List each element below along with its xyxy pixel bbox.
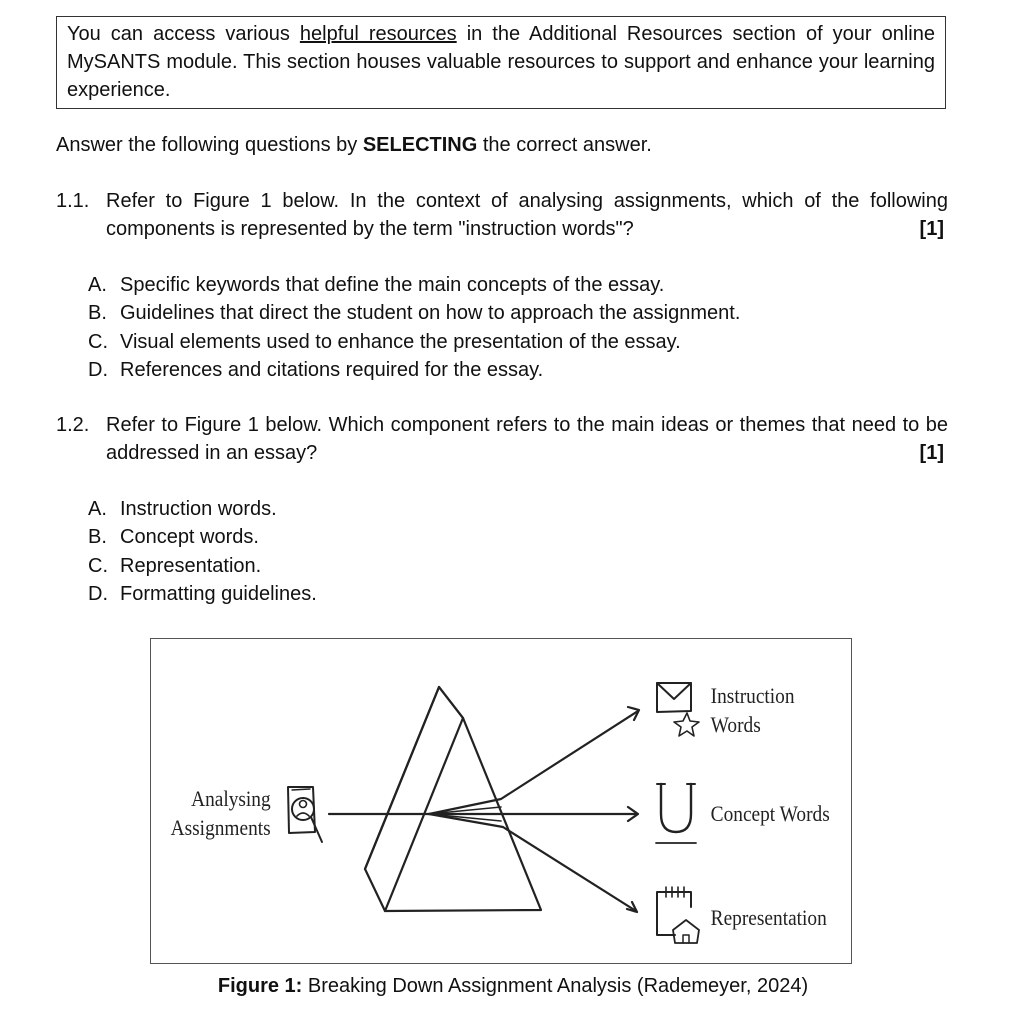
output-label-instruction-line1: Instruction — [710, 684, 795, 709]
option-text: Formatting guidelines. — [120, 582, 317, 605]
option-c[interactable] — [88, 328, 740, 356]
input-label-line1: Analysing — [191, 787, 271, 812]
input-label-line2: Assignments — [170, 816, 271, 841]
caption-label: Figure 1: — [217, 975, 303, 997]
question-mark: [1] — [919, 218, 944, 240]
figure-1 — [150, 638, 852, 964]
option-letter: D. — [88, 358, 108, 381]
option-text: Representation. — [120, 554, 262, 577]
beam-to-representation — [429, 814, 636, 911]
option-letter: A. — [88, 274, 107, 296]
option-letter: B. — [88, 526, 107, 549]
option-letter: B. — [88, 302, 107, 325]
instruction-emphasis: SELECTING — [362, 134, 478, 156]
output-label-concept: Concept Words — [710, 802, 830, 827]
prism-diagram — [151, 639, 853, 965]
option-c[interactable] — [88, 552, 317, 580]
option-d[interactable] — [88, 580, 317, 608]
caption-text: Breaking Down Assignment Analysis (Rademeyer, 2024) — [302, 975, 809, 997]
option-text: Specific keywords that define the main concepts of the essay. — [120, 274, 665, 296]
option-b[interactable] — [88, 523, 317, 551]
option-a[interactable] — [88, 271, 740, 299]
helpful-resources-link[interactable]: helpful resources — [299, 23, 457, 45]
option-a[interactable] — [88, 495, 317, 523]
question-1-2 — [56, 411, 948, 467]
assignment-document-icon — [288, 787, 322, 842]
option-letter: C. — [88, 554, 108, 577]
figure-caption — [0, 972, 1026, 1000]
question-text: Refer to Figure 1 below. In the context of analysing assignments, which of the following components is represented by the term "instruction words"? — [106, 190, 948, 240]
calendar-house-icon — [657, 887, 699, 943]
question-text: Refer to Figure 1 below. Which component refers to the main ideas or themes that need to be addressed in an essay? — [106, 414, 948, 464]
option-text: Instruction words. — [120, 498, 277, 520]
prism-shape — [365, 687, 541, 911]
option-text: Visual elements used to enhance the presentation of the essay. — [120, 330, 681, 353]
question-number: 1.2. — [56, 414, 90, 436]
option-text: References and citations required for the essay. — [120, 358, 544, 381]
option-letter: A. — [88, 498, 107, 520]
option-d[interactable] — [88, 356, 740, 384]
instruction-after: the correct answer. — [477, 134, 652, 156]
option-b[interactable] — [88, 299, 740, 327]
intro-text-prefix: You can access various — [67, 23, 300, 45]
output-label-representation: Representation — [710, 906, 827, 931]
instruction-line — [56, 131, 652, 159]
instruction-before: Answer the following questions by — [56, 134, 363, 156]
question-number: 1.1. — [56, 190, 90, 212]
option-letter: D. — [88, 582, 108, 605]
output-label-instruction-line2: Words — [710, 713, 761, 738]
question-1-2-options — [88, 495, 317, 608]
question-mark: [1] — [919, 442, 944, 464]
intro-text-suffix: in the Additional Resources section of your online MySANTS module. This section houses valuable resources to support and enhance your learning experience. — [67, 23, 935, 101]
mail-star-icon — [657, 683, 699, 736]
option-letter: C. — [88, 330, 108, 353]
magnet-icon — [656, 784, 696, 843]
question-1-1-options — [88, 271, 740, 384]
intro-box — [56, 16, 946, 109]
option-text: Concept words. — [120, 526, 259, 549]
question-1-1 — [56, 187, 948, 243]
option-text: Guidelines that direct the student on how to approach the assignment. — [120, 302, 741, 325]
